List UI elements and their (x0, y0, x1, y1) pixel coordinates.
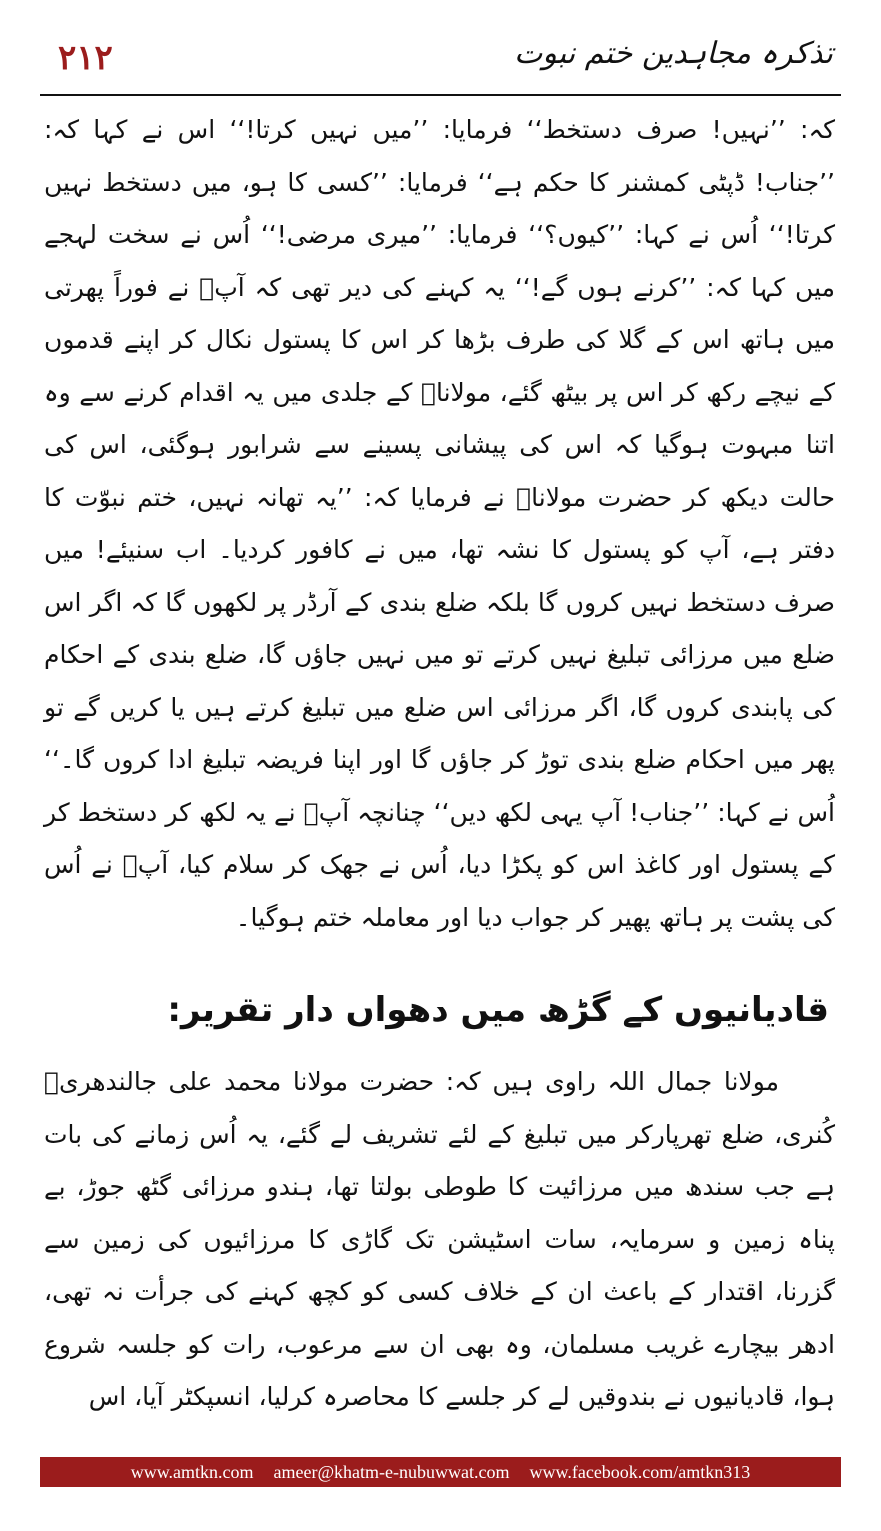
footer-bar (40, 1457, 841, 1487)
footer-website-link[interactable]: www.amtkn.com (130, 1461, 254, 1482)
footer-email-link[interactable]: ameer@khatm-e-nubuwwat.com (273, 1461, 510, 1482)
page-header (40, 30, 841, 92)
page-number: ۲۱۲ (58, 38, 113, 78)
footer-facebook-link[interactable]: www.facebook.com/amtkn313 (529, 1461, 751, 1482)
body-paragraph-1: کہ: ’’نہیں! صرف دستخط‘‘ فرمایا: ’’میں نہیں کرتا!‘‘ اس نے کہا کہ: ’’جناب! ڈپٹی کمشنر کا حکم ہے‘‘ فرمایا: ’’کسی کا ہو، میں دستخط نہیں کرتا!‘‘ اُس نے کہا: ’’کیوں؟‘‘ فرمایا: ’’میری مرضی!‘‘ اُس نے سخت لہجے میں کہا کہ: ’’کرنے ہوں گے!‘‘ یہ کہنے کی دیر تھی کہ آپؒ نے فوراً پھرتی میں ہاتھ اس کے گلا کی طرف بڑھا کر اس کا پستول نکال کر اپنے قدموں کے نیچے رکھ کر اس پر بیٹھ گئے، مولاناؒ کے جلدی میں یہ اقدام کرنے سے وہ اتنا مبہوت ہوگیا کہ اس کی پیشانی پسینے سے شرابور ہوگئی، اس کی حالت دیکھ کر حضرت مولاناؒ نے فرمایا کہ: ’’یہ تھانہ نہیں، ختم نبوّت کا دفتر ہے، آپ کو پستول کا نشہ تھا، میں نے کافور کردیا۔ اب سنیئے! میں صرف دستخط نہیں کروں گا بلکہ ضلع بندی کے آرڈر پر لکھوں گا کہ اگر اس ضلع میں مرزائی تبلیغ نہیں کرتے تو میں نہیں جاؤں گا، ضلع بندی کے احکام کی پابندی کروں گا، اگر مرزائی اس ضلع میں تبلیغ کرتے ہیں یا کریں گے تو پھر میں احکام ضلع بندی توڑ کر جاؤں گا اور اپنا فریضہ تبلیغ ادا کروں گا۔‘‘ اُس نے کہا: ’’جناب! آپ یہی لکھ دیں‘‘ چنانچہ آپؒ نے یہ لکھ کر دستخط کر کے پستول اور کاغذ اس کو پکڑا دیا، اُس نے جھک کر سلام کیا، آپؒ نے اُس کی پشت پر ہاتھ پھیر کر جواب دیا اور معاملہ ختم ہوگیا۔ (44, 115, 835, 932)
body-paragraph-2: مولانا جمال اللہ راوی ہیں کہ: حضرت مولانا محمد علی جالندھریؒ کُنری، ضلع تھرپارکر میں تبلیغ کے لئے تشریف لے گئے، یہ اُس زمانے کی بات ہے جب سندھ میں مرزائیت کا طوطی بولتا تھا، ہندو مرزائی گٹھ جوڑ، بے پناہ زمین و سرمایہ، سات اسٹیشن تک گاڑی کا مرزائیوں کی زمین سے گزرنا، اقتدار کے باعث ان کے خلاف کسی کو کچھ کہنے کی جرأت نہ تھی، ادھر بیچارے غریب مسلمان، وہ بھی ان سے مرعوب، رات کو جلسہ شروع ہوا، قادیانیوں نے بندوقیں لے کر جلسے کا محاصرہ کرلیا، انسپکٹر آیا، اس (44, 1067, 835, 1411)
header-divider (40, 94, 841, 96)
running-title: تذکرہ مجاہدین ختم نبوت (514, 36, 833, 71)
section-heading: قادیانیوں کے گڑھ میں دھواں دار تقریر: (167, 990, 829, 1030)
page-content (44, 104, 835, 1424)
